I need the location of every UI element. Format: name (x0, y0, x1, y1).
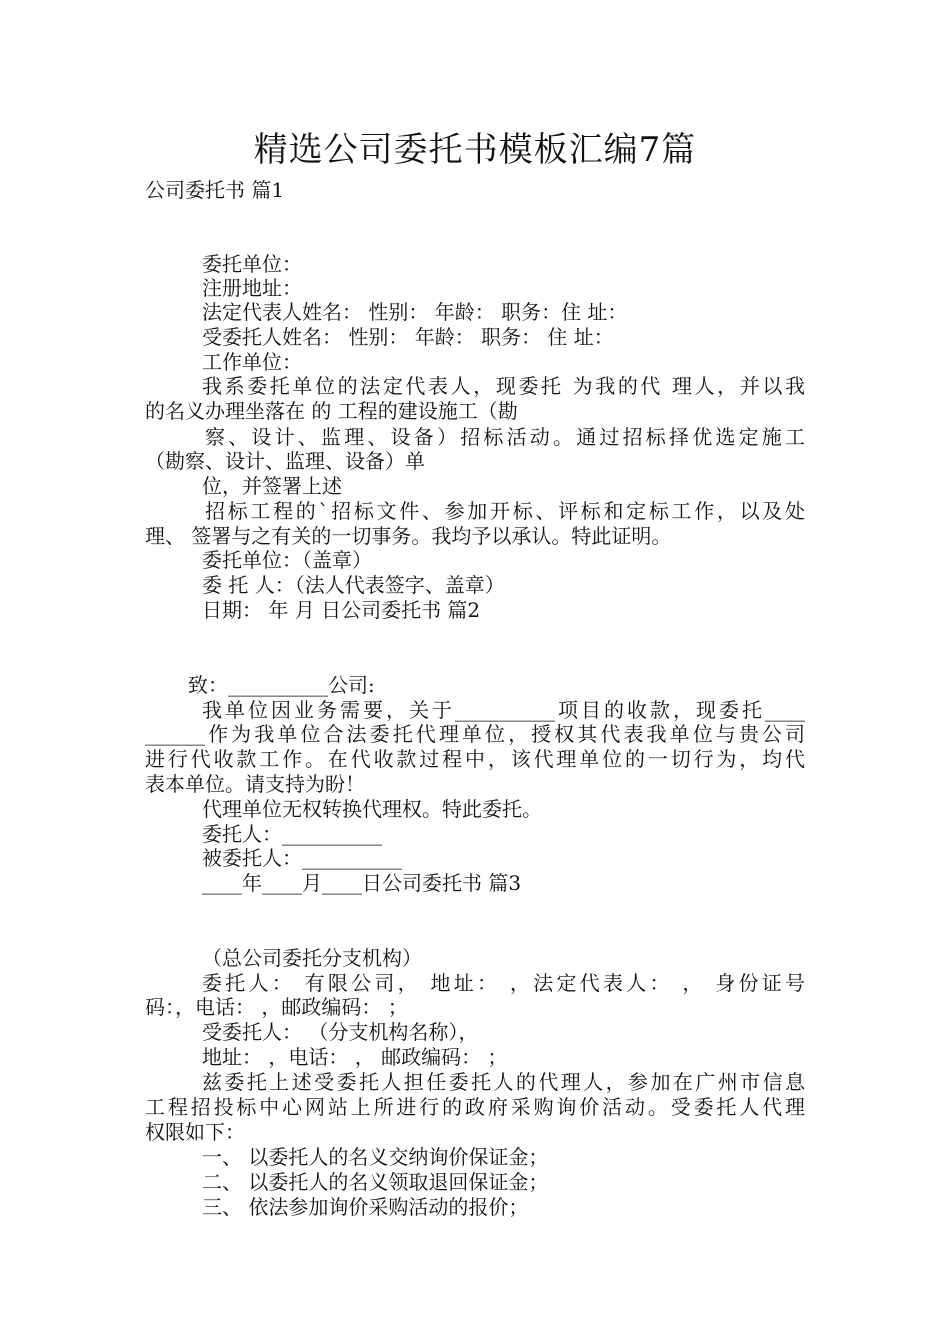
text-line: （勘察、设计、监理、设备）单 (145, 449, 425, 473)
text-line: 法定代表人姓名： 性别： 年龄： 职务：住 址： (202, 300, 628, 324)
text-line: 位，并签署上述 (202, 474, 342, 498)
list-item: 一、 以委托人的名义交纳询价保证金； (202, 1145, 549, 1169)
document-title: 精选公司委托书模板汇编7篇 (253, 130, 697, 170)
text-line: 兹委托上述受委托人担任委托人的代理人，参加在广州市信息 (202, 1070, 805, 1094)
text-line: 理、 签署与之有关的一切事务。我均予以承认。特此证明。 (145, 524, 672, 548)
text-line: 我系委托单位的法定代表人，现委托 为我的代 理人，并以我 (202, 374, 805, 398)
text-line: 代理单位无权转换代理权。特此委托。 (202, 797, 542, 821)
text-line: 表本单位。请支持为盼！ (145, 772, 365, 796)
text-line: 地址： ，电话： ， 邮政编码： ； (202, 1045, 508, 1069)
text-line: 进行代收款工作。在代收款过程中，该代理单位的一切行为，均代 (145, 747, 805, 771)
text-line: 我单位因业务需要，关于__________项目的收款，现委托____ (202, 698, 805, 722)
text-line: 委 托 人：（法人代表签字、盖章） (202, 573, 505, 597)
text-line: 的名义办理坐落在 的 工程的建设施工（勘 (145, 399, 518, 423)
text-line: 委托人：__________ (202, 822, 382, 846)
text-line: 致：__________公司: (188, 673, 375, 697)
list-item: 三、 依法参加询价采购活动的报价； (202, 1195, 529, 1219)
text-line: 委托单位： (202, 252, 302, 276)
section-heading-1: 公司委托书 篇1 (145, 178, 285, 202)
text-line: 被委托人：__________ (202, 846, 402, 870)
text-line: 招标工程的`招标文件、参加开标、评标和定标工作，以及处 (205, 499, 805, 523)
text-line: 工程招投标中心网站上所进行的政府采购询价活动。受委托人代理 (145, 1095, 805, 1119)
text-line: （总公司委托分支机构） (202, 946, 422, 970)
text-line: 权限如下： (145, 1120, 245, 1144)
text-line: 受委托人： （分支机构名称）， (202, 1020, 479, 1044)
text-line: 委托单位：（盖章） (202, 548, 372, 572)
text-line: 委托人： 有限公司， 地址： ，法定代表人： ， 身份证号 (202, 971, 805, 995)
text-line: 码：，电话： ，邮政编码： ； (145, 995, 408, 1019)
text-line: 察、设计、监理、设备）招标活动。通过招标择优选定施工 (205, 425, 805, 449)
text-line-with-section-heading-2: 日期： 年 月 日公司委托书 篇2 (202, 598, 481, 622)
list-item: 二、 以委托人的名义领取退回保证金； (202, 1170, 549, 1194)
text-line: 工作单位： (202, 350, 302, 374)
text-line: ______作为我单位合法委托代理单位，授权其代表我单位与贵公司 (145, 722, 805, 746)
text-line-with-section-heading-3: ____年____月____日公司委托书 篇3 (202, 871, 522, 895)
text-line: 受委托人姓名： 性别： 年龄： 职务： 住 址： (202, 325, 614, 349)
text-line: 注册地址： (202, 276, 302, 300)
